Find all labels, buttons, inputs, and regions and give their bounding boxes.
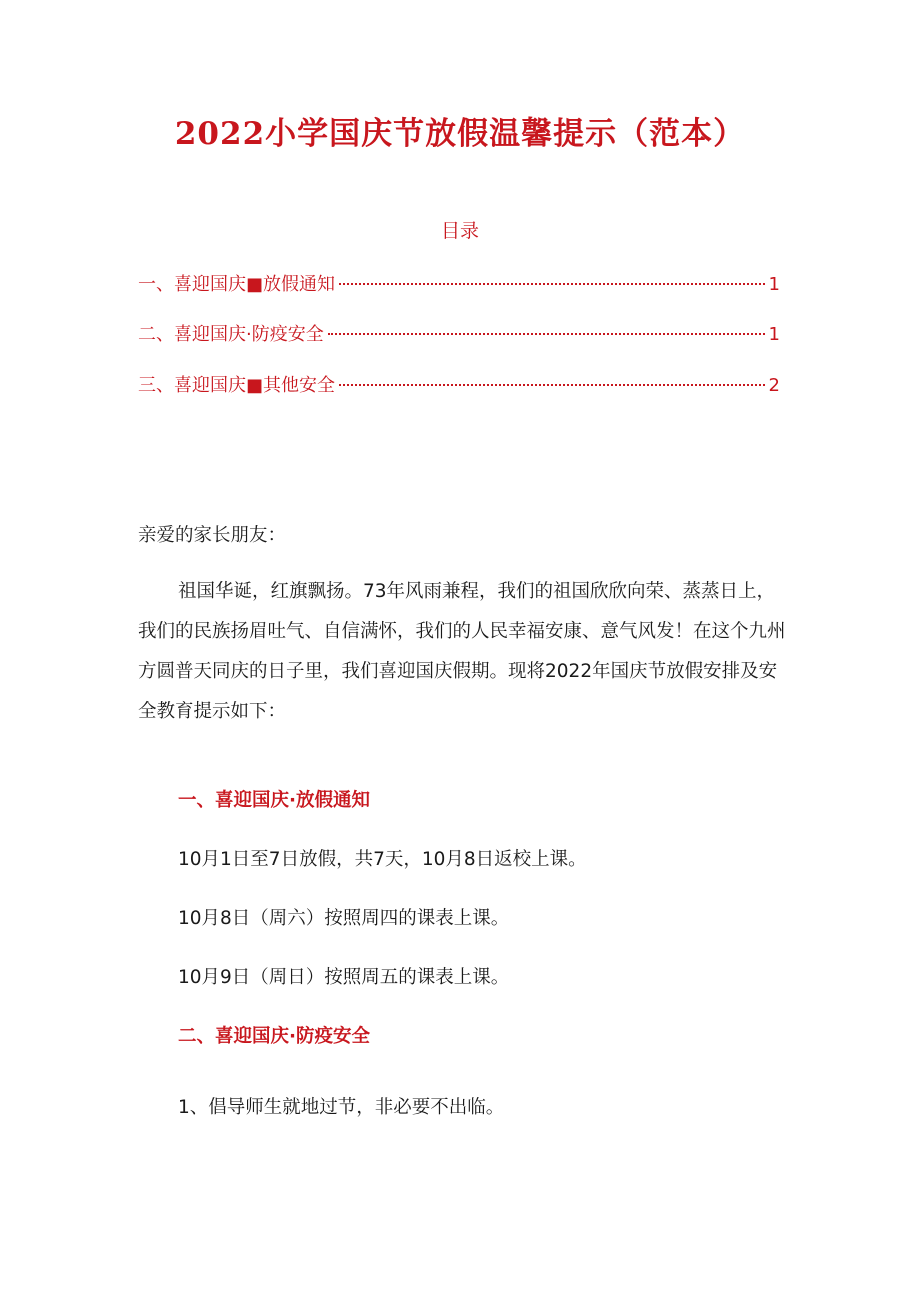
document-title: 2022小学国庆节放假温馨提示（范本）	[174, 116, 746, 152]
section-line: 10月8日（周六）按照周四的课表上课。	[178, 908, 510, 929]
toc-item-page: 1	[768, 324, 780, 345]
toc-item[interactable]	[138, 270, 780, 296]
toc-item-label: 一、喜迎国庆■放假通知	[138, 274, 336, 295]
toc-item[interactable]	[138, 320, 780, 346]
toc-leader-dots	[339, 283, 765, 285]
toc-item-page: 2	[768, 375, 780, 396]
section-heading: 一、喜迎国庆·放假通知	[178, 790, 371, 811]
toc-leader-dots	[328, 333, 765, 335]
section-heading: 二、喜迎国庆·防疫安全	[178, 1026, 371, 1047]
intro-paragraph: 祖国华诞，红旗飘扬。73年风雨兼程，我们的祖国欣欣向荣、蒸蒸日上，我们的民族扬眉吐气、自信满怀，我们的人民幸福安康、意气风发！在这个九州方圆普天同庆的日子里，我们喜迎国庆假期。现将2022年国庆节放假安排及安全教育提示如下：	[138, 581, 786, 722]
toc-leader-dots	[339, 384, 765, 386]
toc-item-label: 二、喜迎国庆·防疫安全	[138, 324, 324, 345]
section-line: 10月9日（周日）按照周五的课表上课。	[178, 967, 510, 988]
toc-item-label: 三、喜迎国庆■其他安全	[138, 375, 336, 396]
toc-heading: 目录	[440, 220, 479, 242]
greeting: 亲爱的家长朋友：	[138, 525, 287, 546]
toc-item[interactable]	[138, 371, 780, 397]
section-line: 1、倡导师生就地过节，非必要不出临。	[178, 1097, 505, 1118]
section-line: 10月1日至7日放假，共7天，10月8日返校上课。	[178, 849, 587, 870]
toc-item-page: 1	[768, 274, 780, 295]
